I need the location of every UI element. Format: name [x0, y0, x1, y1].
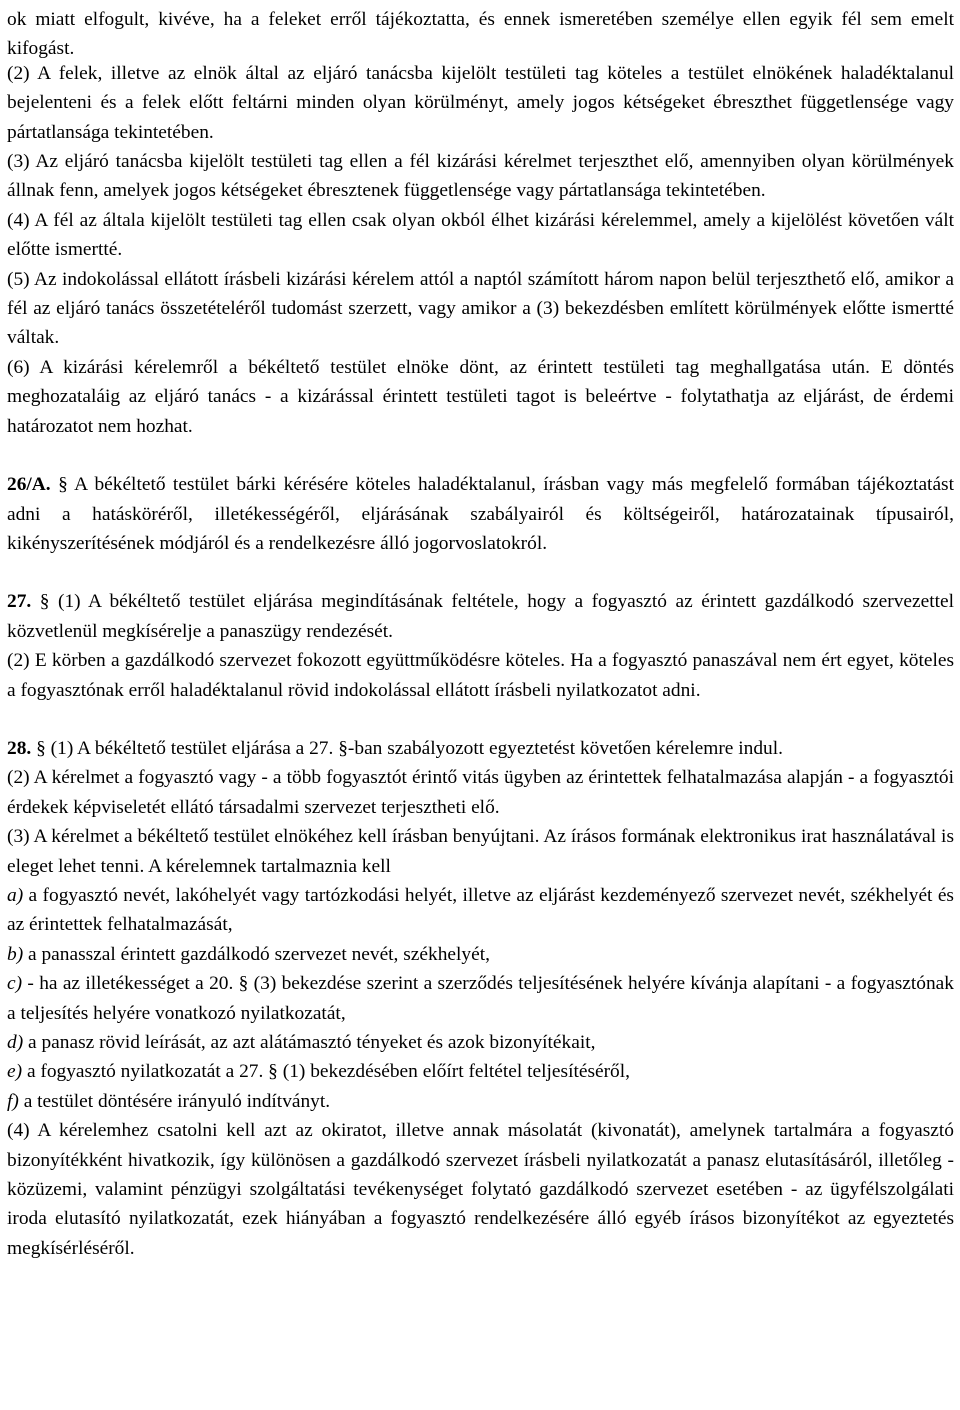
sec27-text-1: (1) A békéltető testület eljárása megindításának feltétele, hogy a fogyasztó az érintett gazdálkodó szervezettel közvetlenül megkísérelje a panaszügy rendezését.: [7, 591, 954, 642]
sec28-text-1a: (1) A békéltető testület eljárása a 27.: [50, 737, 334, 759]
section-gap: [7, 705, 954, 734]
item-text-e-1: a fogyasztó nyilatkozatát a 27.: [26, 1061, 264, 1083]
sec28-number: 28.: [7, 737, 32, 759]
item-text-d: a panasz rövid leírását, az azt alátámasztó tényeket és azok bizonyítékait,: [28, 1032, 596, 1053]
section-sign: §: [238, 973, 249, 995]
sec28-para-1: [7, 734, 954, 763]
lead-paragraph: ok miatt elfogult, kivéve, ha a feleket erről tájékoztatta, és ennek ismeretében személye ellen egyik fél sem emelt kifogást.: [7, 9, 954, 60]
item-label-a: a): [7, 884, 24, 906]
section-sign: §: [36, 737, 46, 759]
list-item-e: [7, 1057, 954, 1086]
sec27-para-1: [7, 587, 954, 646]
section-sign: §: [268, 1061, 278, 1083]
list-item-c: [7, 969, 954, 1028]
item-label-e: e): [7, 1061, 23, 1083]
section-gap: [7, 441, 954, 470]
sec26a-number: 26/A.: [7, 474, 51, 496]
item-label-c: c): [7, 973, 23, 995]
item-text-e-2: (1) bekezdésében előírt feltétel teljesítéséről,: [282, 1061, 630, 1083]
list-item-a: [7, 881, 954, 940]
list-item-f: [7, 1087, 954, 1116]
section-sign: §: [338, 737, 348, 759]
sec26-para-4: (4) A fél az általa kijelölt testületi tag ellen csak olyan okból élhet kizárási kérelemmel, amely a kijelölést követően vált előtte ismertté.: [7, 209, 954, 261]
item-label-b: b): [7, 943, 24, 965]
sec28-para-3: (3) A kérelmet a békéltető testület elnökéhez kell írásban benyújtani. Az írásos formának elektronikus irat használatával is eleget lehet tenni. A kérelemnek tartalmaznia kell: [7, 826, 954, 877]
list-item-b: [7, 940, 954, 969]
section-sign: §: [58, 474, 68, 496]
sec26-para-6: (6) A kizárási kérelemről a békéltető testület elnöke dönt, az érintett testületi tag meghallgatása után. E döntés meghozataláig az eljáró tanács - a kizárással érintett testületi tagot is beleértve - folytathatja az eljárást, de érdemi határozatot nem hozhat.: [7, 356, 954, 437]
item-text-a: a fogyasztó nevét, lakóhelyét vagy tartózkodási helyét, illetve az eljárást kezdeményező szervezet nevét, székhelyét és az érintettek felhatalmazását,: [7, 884, 954, 936]
sec27-number: 27.: [7, 591, 32, 613]
sec28-para-4: (4) A kérelemhez csatolni kell azt az okiratot, illetve annak másolatát (kivonatát), amelynek tartalmára a fogyasztó bizonyítékként hivatkozik, így különösen a gazdálkodó szervezet írásbeli nyilatkozatát a panasz elutasításáról, illetőleg - közüzemi, valamint pénzügyi szolgáltatási tevékenységet folytató gazdálkodó szervezet esetében - az ügyfélszolgálati iroda elutasító nyilatkozatát, ezek hiányában a fogyasztó rendelkezésére álló egyéb írásos bizonyítékot az egyeztetés megkísérléséről.: [7, 1120, 954, 1259]
sec26a-paragraph: [7, 470, 954, 558]
sec26-para-3: (3) Az eljáró tanácsba kijelölt testületi tag ellen a fél kizárási kérelmet terjeszthet elő, amennyiben olyan körülmények állnak fenn, amelyek jogos kétségeket ébresztenek függetlensége vagy pártatlansága tekintetében.: [7, 151, 954, 202]
section-gap: [7, 558, 954, 587]
item-label-d: d): [7, 1032, 24, 1053]
item-text-b: a panasszal érintett gazdálkodó szervezet nevét, székhelyét,: [28, 943, 490, 965]
list-item-d: [7, 1028, 954, 1057]
sec28-para-2: (2) A kérelmet a fogyasztó vagy - a több fogyasztót érintő vitás ügyben az érintettek felhatalmazása alapján - a fogyasztói érdekek képviseletét ellátó társadalmi szervezet terjesztheti elő.: [7, 767, 954, 818]
sec26-para-5: (5) Az indokolással ellátott írásbeli kizárási kérelem attól a naptól számított három napon belül terjeszthető elő, amikor a fél az eljáró tanács összetételéről tudomást szerzett, vagy amikor a (3) bekezdésben említett körülmények előtte ismertté váltak.: [7, 268, 954, 349]
item-text-c-1: - ha az illetékességet a 20.: [27, 973, 234, 995]
sec26a-text: A békéltető testület bárki kérésére köteles haladéktalanul, írásban vagy más megfelelő formában tájékoztatást adni a hatásköréről, illetékességéről, eljárásának szabályairól és költségeiről, határozatainak típusairól, kikényszerítésének módjáról és a rendelkezésre álló jogorvoslatokról.: [7, 474, 954, 554]
item-text-c-2: (3) bekezdése szerint a szerződés teljesítésének helyére kívánja alapítani - a fogyasztónak a teljesítés helyére vonatkozó nyilatkozatát,: [7, 973, 954, 1024]
sec27-para-2: (2) E körben a gazdálkodó szervezet fokozott együttműködésre köteles. Ha a fogyasztó panaszával nem ért egyet, köteles a fogyasztónak erről haladéktalanul rövid indokolással ellátott írásbeli nyilatkozatot adni.: [7, 650, 954, 701]
item-label-f: f): [7, 1090, 19, 1112]
sec28-text-1b: -ban szabályozott egyeztetést követően kérelemre indul.: [347, 737, 783, 759]
sec26-para-2: (2) A felek, illetve az elnök által az eljáró tanácsba kijelölt testületi tag köteles a testület elnökének haladéktalanul bejelenteni és a felek előtt feltárni minden olyan körülményt, amely jogos kétségeket ébreszthet függetlensége vagy pártatlansága tekintetében.: [7, 62, 954, 143]
section-sign: §: [39, 591, 50, 613]
item-text-f: a testület döntésére irányuló indítványt.: [23, 1090, 331, 1112]
